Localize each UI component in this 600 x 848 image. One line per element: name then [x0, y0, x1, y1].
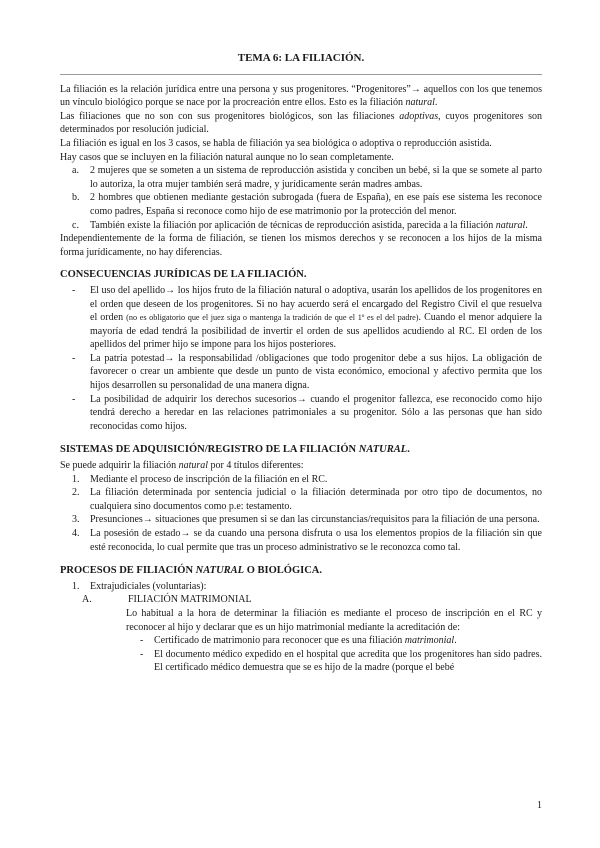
intro-case-list: [60, 164, 542, 232]
document-page: [60, 52, 542, 675]
section-heading-procesos: PROCESOS DE FILIACIÓN NATURAL O BIOLÓGICA.: [60, 565, 322, 577]
list-item: - La posibilidad de adquirir los derechos sucesorios→ cuando el progenitor fallezca, ese reconocido como hijo tendrá derecho a heredar en las relaciones patrimoniales a su progenitor. Sólo a las personas que han sido reconocidas como hijos.: [72, 393, 542, 432]
list-item: a. 2 mujeres que se someten a un sistema de reproducción asistida y conciben un bebé, si la que se somete al parto lo autoriza, la otra mujer también será madre, y jurídicamente serán madres ambas.: [72, 165, 542, 190]
list-item: - El uso del apellido→ los hijos fruto de la filiación natural o adoptiva, usarán los apellidos de los progenitores en el orden que deseen de los progenitores. Si no hay acuerdo será el encargado del Registro Civil el que resuelva el orden (no es obligatorio que el juez siga o mantenga la tradición de que el 1º es el del padre). Cuando el menor adquiere la mayoría de edad tendrá la posibilidad de invertir el orden de sus apellidos acudiendo al RC. El orden de los apellidos del primer hijo se impone para los hijos posteriores.: [72, 284, 542, 351]
list-item: c. También existe la filiación por aplicación de técnicas de reproducción asistida, parecida a la filiación natural.: [72, 219, 528, 231]
list-item: 1. Extrajudiciales (voluntarias):: [72, 580, 207, 592]
list-item: 1. Mediante el proceso de inscripción de la filiación en el RC.: [72, 473, 328, 485]
list-item: - Certificado de matrimonio para reconocer que es una filiación matrimonial.: [140, 635, 457, 647]
title-divider: [60, 74, 542, 75]
intro-paragraph-4: Hay casos que se incluyen en la filiación natural aunque no lo sean completamente.: [60, 151, 394, 163]
intro-paragraph-5: Independientemente de la forma de filiación, se tienen los mismos derechos y se reconocen a los hijos de la misma forma jurídicamente, no hay diferencias.: [60, 233, 542, 258]
intro-paragraph-2: Las filiaciones que no son con sus progenitores biológicos, son las filiaciones adoptivas, cuyos progenitores son determinados por resolución judicial.: [60, 110, 542, 136]
list-item: - La patria potestad→ la responsabilidad /obligaciones que todo progenitor debe a sus hijos. La obligación de favorecer o crear un ambiente que desde un punto de vista económico, emocional y afectivo permita que los hijos desarrollen su personalidad de una manera digna.: [72, 352, 542, 392]
section-heading-sistemas: SISTEMAS DE ADQUISICIÓN/REGISTRO DE LA FILIACIÓN NATURAL.: [60, 444, 410, 456]
procesos-list: [60, 580, 542, 594]
subsection-heading: A. FILIACIÓN MATRIMONIAL: [82, 594, 252, 606]
procesos-requirements-list: [60, 634, 542, 675]
procesos-body: Lo habitual a la hora de determinar la filiación es mediante el proceso de inscripción en el RC y reconocer al hijo y declarar que es un hijo matrimonial mediante la acreditación de:: [126, 607, 542, 633]
page-number: 1: [537, 800, 542, 811]
sistemas-lead: Se puede adquirir la filiación natural por 4 títulos diferentes:: [60, 460, 304, 472]
list-item: - El documento médico expedido en el hospital que acredita que los progenitores han sido padres. El certificado médico demuestra que se es hijo de la madre (porque el bebé: [140, 648, 542, 674]
consecuencias-list: [60, 284, 542, 434]
document-title: TEMA 6: LA FILIACIÓN.: [237, 52, 365, 64]
list-item: 2. La filiación determinada por sentencia judicial o la filiación determinada por otro tipo de documentos, no cualquiera sino documentos como p.e: testamento.: [72, 487, 542, 512]
intro-paragraph-3: La filiación es igual en los 3 casos, se habla de filiación ya sea biológica o adoptiva o reproducción asistida.: [60, 137, 492, 149]
intro-paragraph-1: La filiación es la relación jurídica entre una persona y sus progenitores. “Progenitores”→ aquellos con los que tenemos un vínculo biológico porque se nace por la procreación entre ellos. Esto es la filiación natural.: [60, 83, 542, 109]
list-item: 4. La posesión de estado→ se da cuando una persona disfruta o usa los elementos propios de la filiación sin que esté reconocida, lo cual permite que tras un proceso administrativo se le reconozca como tal.: [72, 528, 542, 553]
list-item: 3. Presunciones→ situaciones que presumen si se dan las circunstancias/requisitos para la filiación de una persona.: [72, 514, 540, 526]
section-heading-consecuencias: CONSECUENCIAS JURÍDICAS DE LA FILIACIÓN.: [60, 269, 307, 281]
list-item: b. 2 hombres que obtienen mediante gestación subrogada (fuera de España), en ese país ese sistema les reconoce como padres, España si reconoce como hijo de ese matrimonio por la protección del menor.: [72, 192, 542, 217]
sistemas-list: [60, 473, 542, 555]
